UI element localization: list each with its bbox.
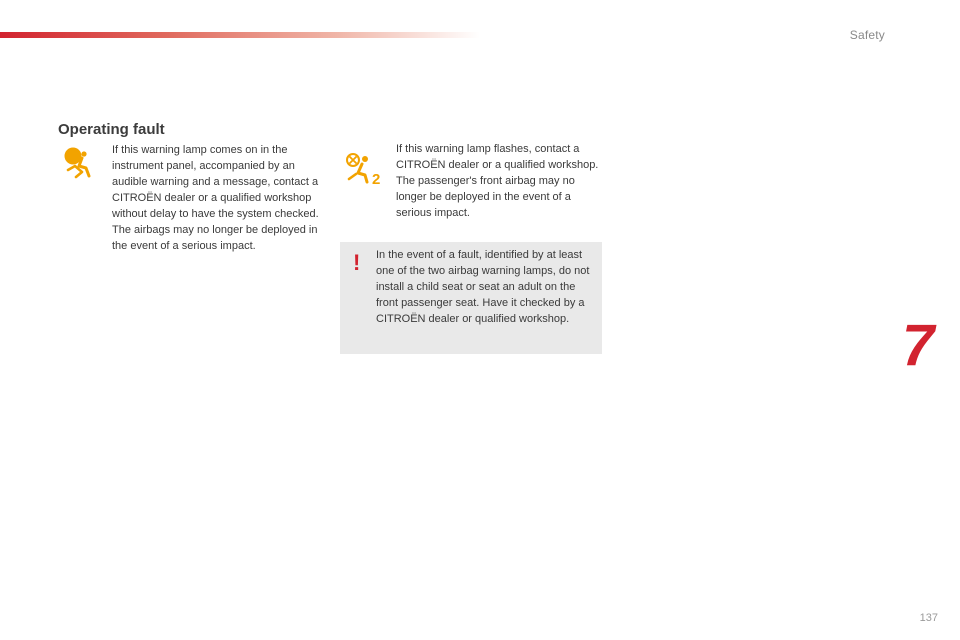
warning-text: In the event of a fault, identified by at least one of the two airbag warning lamps, do not install a child seat or seat an adult on the front passenger seat. Have it checked by a CITROËN dealer or qualified workshop. — [376, 249, 590, 325]
right-paragraph: If this warning lamp flashes, contact a CITROËN dealer or a qualified workshop. The passenger's front airbag may no longer be deployed in the event of a serious impact. — [396, 143, 599, 219]
left-paragraph: If this warning lamp comes on in the instrument panel, accompanied by an audible warning and a message, contact a CITROËN dealer or a qualified workshop without delay to have the system checked. The airbags may no longer be deployed in the event of a serious impact. — [112, 144, 319, 252]
warning-box — [340, 242, 602, 354]
exclamation-icon: ! — [353, 250, 361, 275]
passenger-airbag-off-icon — [345, 152, 383, 186]
svg-text:2: 2 — [372, 171, 381, 186]
chapter-number: 7 — [902, 313, 935, 378]
airbag-warning-icon — [62, 146, 96, 180]
section-heading: Operating fault — [58, 121, 165, 138]
page-number: 137 — [919, 612, 938, 624]
header-accent-bar — [0, 32, 480, 38]
section-title: Safety — [849, 28, 885, 42]
